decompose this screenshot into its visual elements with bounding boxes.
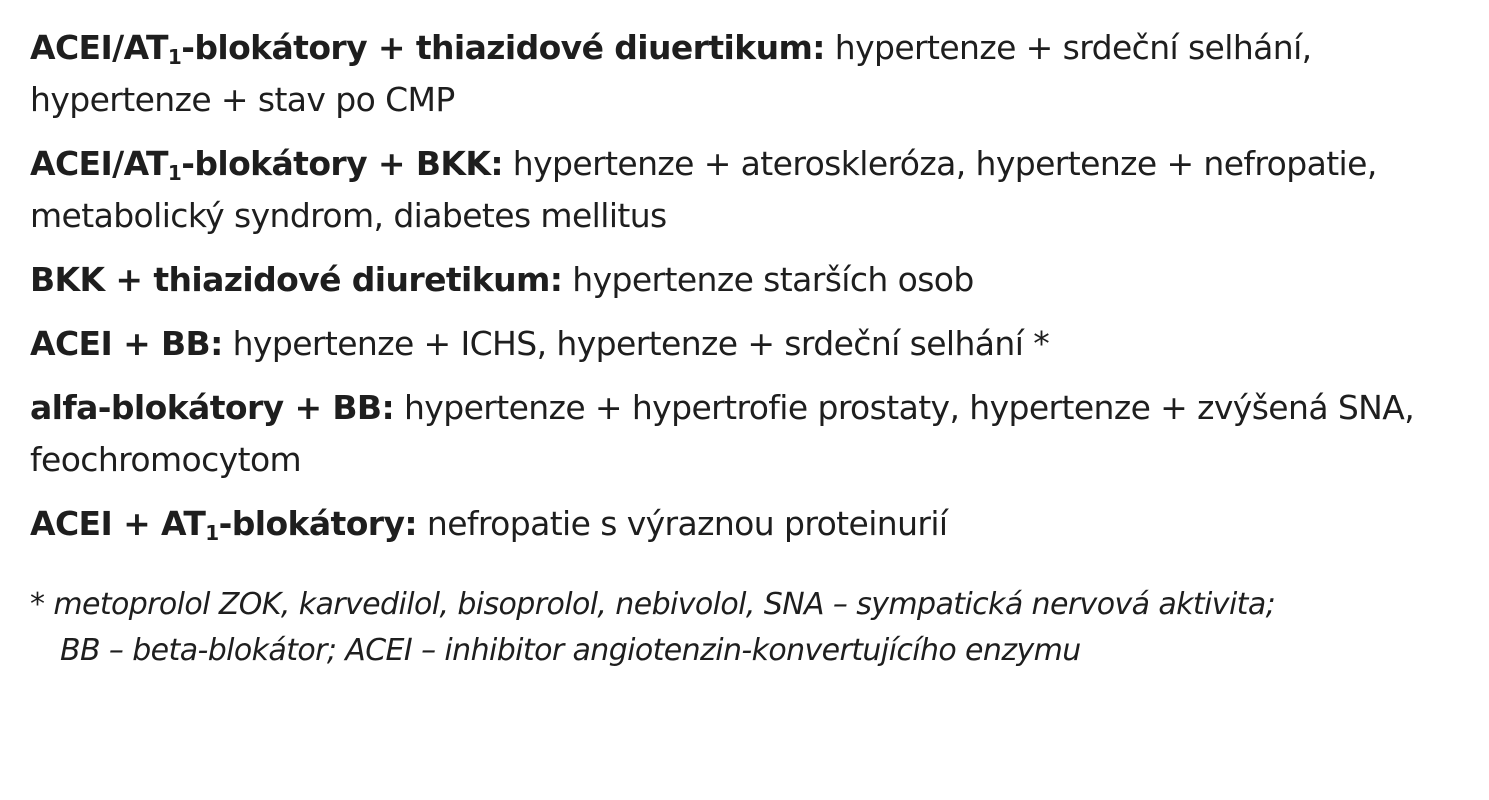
indication-text: hypertenze + hypertrofie prostaty, hypertenze + zvýšená SNA, feochromocytom	[30, 388, 1415, 479]
combination-name: BKK + thiazidové diuretikum:	[30, 260, 563, 299]
footnote	[30, 582, 1470, 674]
indication-text: hypertenze + srdeční selhání, hypertenze + stav po CMP	[30, 28, 1312, 119]
combination-name: ACEI + $AT_1$-blokátory:	[30, 504, 417, 545]
combination-name: ACEI/$AT_1$-blokátory + thiazidové diuertikum:	[30, 28, 825, 69]
list-item	[30, 318, 1470, 370]
list-item	[30, 22, 1470, 126]
list-item	[30, 498, 1470, 550]
combination-name: alfa-blokátory + BB:	[30, 388, 395, 427]
footnote-line-1: * metoprolol ZOK, karvedilol, bisoprolol, nebivolol, SNA – sympatická nervová aktivita;	[30, 587, 1276, 622]
indication-text: hypertenze starších osob	[562, 260, 974, 299]
indication-text: hypertenze + ICHS, hypertenze + srdeční selhání *	[222, 324, 1050, 363]
indications-list	[30, 22, 1470, 674]
list-item	[30, 138, 1470, 242]
footnote-line-2: BB – beta-blokátor; ACEI – inhibitor angiotenzin-konvertujícího enzymu	[60, 633, 1081, 668]
indication-text: hypertenze + ateroskleróza, hypertenze + nefropatie, metabolický syndrom, diabetes mellitus	[30, 144, 1377, 235]
combination-name: ACEI/$AT_1$-blokátory + BKK:	[30, 144, 503, 185]
list-item	[30, 254, 1470, 306]
list-item	[30, 382, 1470, 486]
indication-text: nefropatie s výraznou proteinurií	[416, 504, 948, 543]
combination-name: ACEI + BB:	[30, 324, 223, 363]
